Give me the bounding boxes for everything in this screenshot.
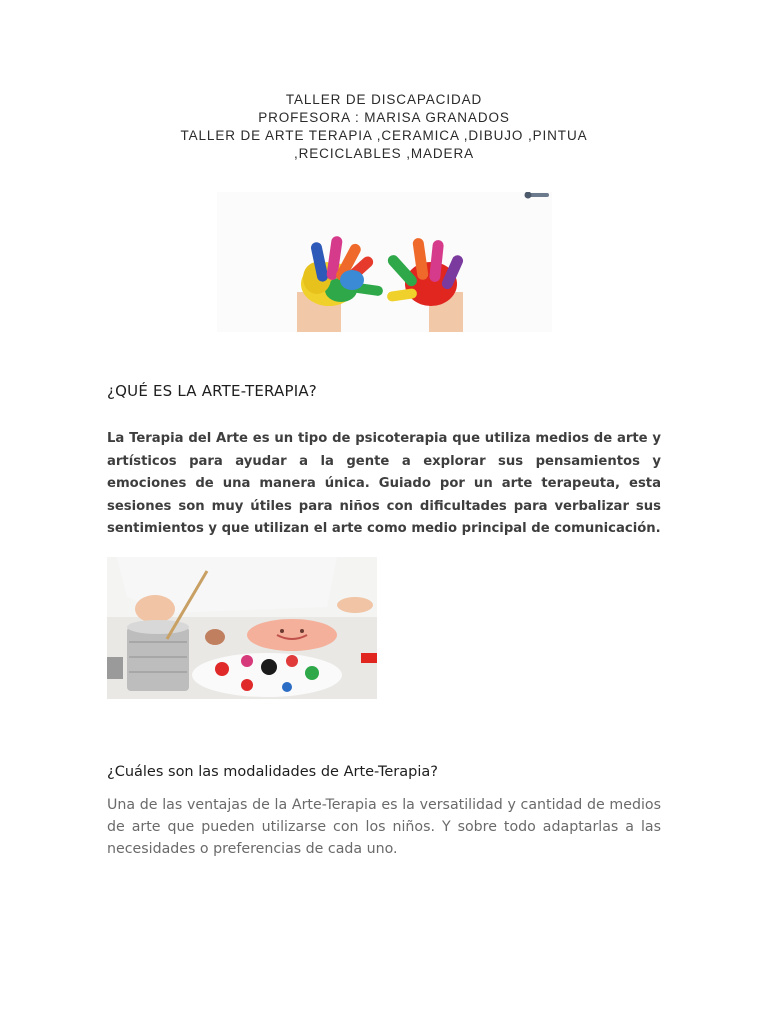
section-title-modalidades: ¿Cuáles son las modalidades de Arte-Terapia?	[107, 764, 438, 780]
pin-icon	[525, 192, 550, 199]
child-painting-image	[107, 557, 377, 699]
right-hand-shape	[386, 237, 465, 332]
header-line-4: ,RECICLABLES ,MADERA	[293, 146, 475, 161]
section-title-que-es: ¿QUÉ ES LA ARTE-TERAPIA?	[107, 382, 317, 400]
painted-hands-image	[217, 192, 552, 332]
document-header	[150, 91, 618, 163]
section-paragraph-que-es: La Terapia del Arte es un tipo de psicoterapia que utiliza medios de arte y artísticos para ayudar a la gente a explorar sus pensamientos y emociones de una manera única. Guiado por un arte terapeuta, esta sesiones son muy útiles para niños con dificultades para verbalizar sus sentimientos y que utilizan el arte como medio principal de comunicación.	[107, 431, 661, 536]
header-line-2: PROFESORA : MARISA GRANADOS	[258, 110, 510, 125]
section-paragraph-modalidades: Una de las ventajas de la Arte-Terapia es la versatilidad y cantidad de medios de arte que pueden utilizarse con los niños. Y sobre todo adaptarlas a las necesidades o preferencias de cada uno.	[107, 797, 661, 857]
header-line-1: TALLER DE DISCAPACIDAD	[285, 92, 483, 107]
left-hand-shape	[297, 236, 384, 332]
header-line-3: TALLER DE ARTE TERAPIA ,CERAMICA ,DIBUJO ,PINTUA	[180, 128, 588, 143]
